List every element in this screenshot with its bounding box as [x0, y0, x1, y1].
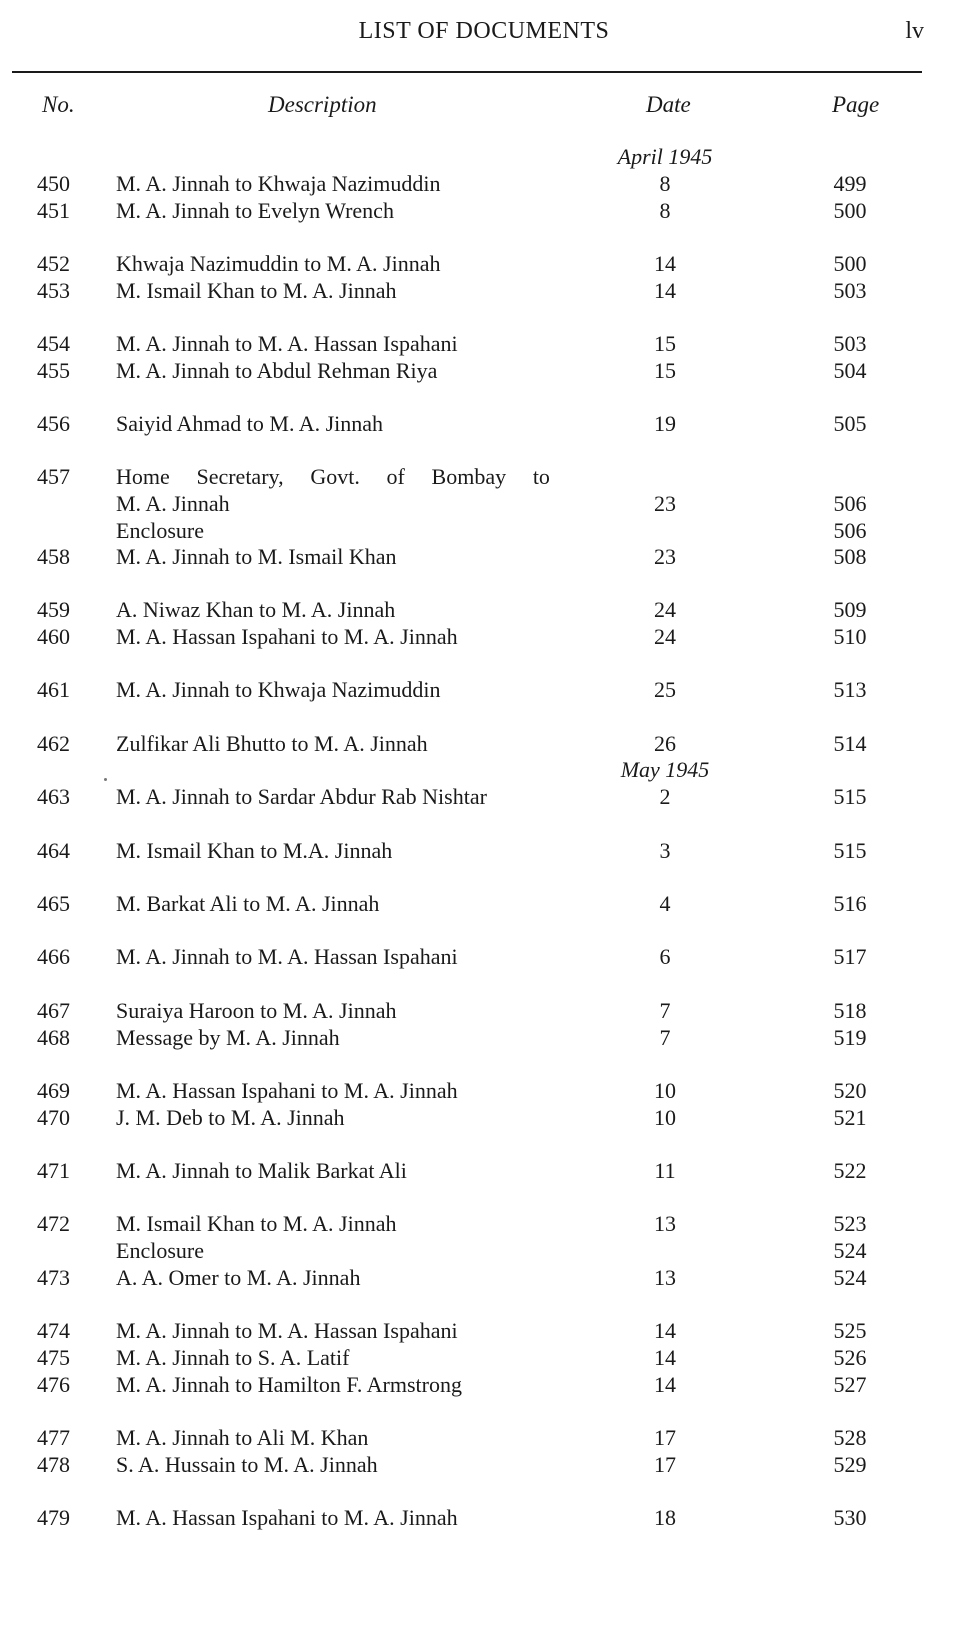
- entry-date: 23: [654, 544, 676, 569]
- entry-description-continued: M. A. Jinnah: [116, 491, 230, 516]
- entry-date: 25: [654, 677, 676, 702]
- entry-description: M. A. Jinnah to Evelyn Wrench: [116, 198, 394, 223]
- entry-page: 524: [833, 1265, 867, 1290]
- entry-page: 515: [833, 838, 867, 863]
- entry-number: 467: [37, 998, 70, 1023]
- entry-page: 506: [833, 518, 867, 543]
- entry-number: 476: [37, 1372, 70, 1397]
- entry-number: 458: [37, 544, 70, 569]
- entry-number: 454: [37, 331, 70, 356]
- entry-date: 13: [654, 1265, 676, 1290]
- entry-number: 451: [37, 198, 70, 223]
- entry-description: A. A. Omer to M. A. Jinnah: [116, 1265, 361, 1290]
- list-item: [0, 623, 968, 651]
- entry-number: 462: [37, 731, 70, 756]
- list-item: [0, 1504, 968, 1532]
- entry-number: 474: [37, 1318, 70, 1343]
- entry-number: 475: [37, 1345, 70, 1370]
- entry-description: M. A. Jinnah to Abdul Rehman Riya: [116, 358, 438, 383]
- entry-date: 2: [659, 784, 671, 809]
- list-item: [0, 1451, 968, 1479]
- entry-number: 465: [37, 891, 70, 916]
- entry-number: 466: [37, 944, 70, 969]
- entry-description: M. A. Jinnah to Malik Barkat Ali: [116, 1158, 407, 1183]
- list-item: [0, 543, 968, 571]
- entry-description: S. A. Hussain to M. A. Jinnah: [116, 1452, 378, 1477]
- entry-description: J. M. Deb to M. A. Jinnah: [116, 1105, 345, 1130]
- entry-date: 6: [659, 944, 671, 969]
- list-item: [0, 250, 968, 278]
- running-title: LIST OF DOCUMENTS: [358, 18, 610, 44]
- entry-page: 518: [833, 998, 867, 1023]
- entry-number: 470: [37, 1105, 70, 1130]
- entry-description: M. A. Jinnah to Khwaja Nazimuddin: [116, 171, 441, 196]
- entry-description: M. A. Hassan Ispahani to M. A. Jinnah: [116, 1078, 458, 1103]
- list-item: [0, 1424, 968, 1452]
- list-item: [0, 1024, 968, 1052]
- entry-date: 8: [659, 198, 671, 223]
- entry-date: 15: [654, 358, 676, 383]
- entry-number: 471: [37, 1158, 70, 1183]
- entry-page: 514: [833, 731, 867, 756]
- entry-page: 523: [833, 1211, 867, 1236]
- list-item: [0, 1210, 968, 1238]
- entry-description: Saiyid Ahmad to M. A. Jinnah: [116, 411, 384, 436]
- entry-date: 10: [654, 1105, 676, 1130]
- list-item: [0, 783, 968, 811]
- entry-description: M. A. Jinnah to Hamilton F. Armstrong: [116, 1372, 462, 1397]
- print-speck: [104, 778, 107, 781]
- entry-description: Enclosure: [116, 518, 204, 543]
- entry-page: 509: [833, 597, 867, 622]
- entry-date: 24: [654, 624, 676, 649]
- entry-description: M. Barkat Ali to M. A. Jinnah: [116, 891, 380, 916]
- entry-date: 14: [654, 1372, 676, 1397]
- list-item: [0, 730, 968, 758]
- entry-description: M. A. Jinnah to S. A. Latif: [116, 1345, 350, 1370]
- list-item: [0, 1317, 968, 1345]
- entry-page: 506: [833, 491, 867, 516]
- entry-description: Enclosure: [116, 1238, 204, 1263]
- entry-page: 517: [833, 944, 867, 969]
- entry-number: 473: [37, 1265, 70, 1290]
- entry-description: M. A. Jinnah to Sardar Abdur Rab Nishtar: [116, 784, 487, 809]
- entry-description: Khwaja Nazimuddin to M. A. Jinnah: [116, 251, 441, 276]
- entry-number: 472: [37, 1211, 70, 1236]
- list-item: [0, 1237, 968, 1265]
- entry-description: Zulfikar Ali Bhutto to M. A. Jinnah: [116, 731, 428, 756]
- entry-date: 18: [654, 1505, 676, 1530]
- entry-number: 463: [37, 784, 70, 809]
- entry-number: 456: [37, 411, 70, 436]
- entry-page: 515: [833, 784, 867, 809]
- page-number: lv: [905, 18, 924, 44]
- entry-number: 461: [37, 677, 70, 702]
- entry-page: 513: [833, 677, 867, 702]
- column-header-page: Page: [832, 92, 880, 117]
- entry-date: 7: [659, 1025, 671, 1050]
- entry-page: 500: [833, 251, 867, 276]
- column-header-description: Description: [268, 92, 377, 117]
- list-item: [0, 997, 968, 1025]
- month-heading: April 1945: [617, 144, 713, 169]
- entry-number: 468: [37, 1025, 70, 1050]
- entry-number: 455: [37, 358, 70, 383]
- entry-page: 510: [833, 624, 867, 649]
- entry-description: M. A. Hassan Ispahani to M. A. Jinnah: [116, 624, 458, 649]
- list-item: [0, 943, 968, 971]
- entry-page: 525: [833, 1318, 867, 1343]
- entry-page: 516: [833, 891, 867, 916]
- list-item: [0, 1157, 968, 1185]
- entry-date: 14: [654, 1318, 676, 1343]
- entry-description: M. A. Jinnah to M. A. Hassan Ispahani: [116, 944, 458, 969]
- entry-date: 17: [654, 1452, 676, 1477]
- entry-number: 477: [37, 1425, 70, 1450]
- entry-description: M. A. Jinnah to M. A. Hassan Ispahani: [116, 331, 458, 356]
- entry-number: 450: [37, 171, 70, 196]
- entry-page: 503: [833, 331, 867, 356]
- entry-description: Message by M. A. Jinnah: [116, 1025, 340, 1050]
- entry-page: 529: [833, 1452, 867, 1477]
- list-item: [0, 357, 968, 385]
- entry-date: 15: [654, 331, 676, 356]
- entry-page: 521: [833, 1105, 867, 1130]
- entry-number: 478: [37, 1452, 70, 1477]
- entry-page: 520: [833, 1078, 867, 1103]
- entry-page: 500: [833, 198, 867, 223]
- entry-description: Home Secretary, Govt. of Bombay to: [116, 464, 550, 489]
- entry-date: 19: [654, 411, 676, 436]
- list-item: [0, 1371, 968, 1399]
- entry-description: M. Ismail Khan to M. A. Jinnah: [116, 278, 397, 303]
- list-item: [0, 330, 968, 358]
- entry-date: 4: [659, 891, 671, 916]
- entry-date: 24: [654, 597, 676, 622]
- list-item: [0, 1264, 968, 1292]
- entry-description: M. A. Jinnah to M. Ismail Khan: [116, 544, 397, 569]
- entry-date: 17: [654, 1425, 676, 1450]
- list-item: [0, 1077, 968, 1105]
- list-item: [0, 1104, 968, 1132]
- entry-number: 457: [37, 464, 70, 489]
- entry-page: 526: [833, 1345, 867, 1370]
- list-item: [0, 277, 968, 305]
- entry-date: 14: [654, 251, 676, 276]
- list-item: [0, 170, 968, 198]
- entry-page: 503: [833, 278, 867, 303]
- entry-description: M. Ismail Khan to M.A. Jinnah: [116, 838, 393, 863]
- entry-date: 13: [654, 1211, 676, 1236]
- column-header-date: Date: [646, 92, 691, 117]
- entry-description: M. A. Jinnah to M. A. Hassan Ispahani: [116, 1318, 458, 1343]
- column-header-no: No.: [42, 92, 75, 117]
- entry-description: A. Niwaz Khan to M. A. Jinnah: [116, 597, 396, 622]
- entry-description: M. A. Jinnah to Khwaja Nazimuddin: [116, 677, 441, 702]
- entry-page: 527: [833, 1372, 867, 1397]
- entry-description: M. Ismail Khan to M. A. Jinnah: [116, 1211, 397, 1236]
- entry-date: 7: [659, 998, 671, 1023]
- list-item: [0, 463, 968, 491]
- entry-description: M. A. Hassan Ispahani to M. A. Jinnah: [116, 1505, 458, 1530]
- entry-date: 26: [654, 731, 676, 756]
- entry-number: 452: [37, 251, 70, 276]
- entry-date: 10: [654, 1078, 676, 1103]
- entry-page: 524: [833, 1238, 867, 1263]
- entry-page: 499: [833, 171, 867, 196]
- list-item: [0, 517, 968, 545]
- entry-page: 519: [833, 1025, 867, 1050]
- entry-date: 3: [659, 838, 671, 863]
- entry-date: 8: [659, 171, 671, 196]
- month-heading: May 1945: [620, 757, 710, 782]
- list-item: [0, 596, 968, 624]
- entry-description: Suraiya Haroon to M. A. Jinnah: [116, 998, 397, 1023]
- entry-number: 459: [37, 597, 70, 622]
- entry-page: 530: [833, 1505, 867, 1530]
- entry-page: 505: [833, 411, 867, 436]
- entry-number: 479: [37, 1505, 70, 1530]
- entry-date: 14: [654, 1345, 676, 1370]
- entry-page: 522: [833, 1158, 867, 1183]
- entry-page: 528: [833, 1425, 867, 1450]
- entry-date: 14: [654, 278, 676, 303]
- list-item: [0, 676, 968, 704]
- entry-number: 453: [37, 278, 70, 303]
- entry-page: 504: [833, 358, 867, 383]
- entry-number: 469: [37, 1078, 70, 1103]
- list-item: [0, 410, 968, 438]
- list-item-continuation: [0, 490, 968, 518]
- list-item: [0, 197, 968, 225]
- list-item: [0, 890, 968, 918]
- entry-date: 11: [654, 1158, 676, 1183]
- entry-description: M. A. Jinnah to Ali M. Khan: [116, 1425, 369, 1450]
- entry-number: 460: [37, 624, 70, 649]
- entry-date: 23: [654, 491, 676, 516]
- list-item: [0, 1344, 968, 1372]
- entry-page: 508: [833, 544, 867, 569]
- list-item: [0, 837, 968, 865]
- entry-number: 464: [37, 838, 70, 863]
